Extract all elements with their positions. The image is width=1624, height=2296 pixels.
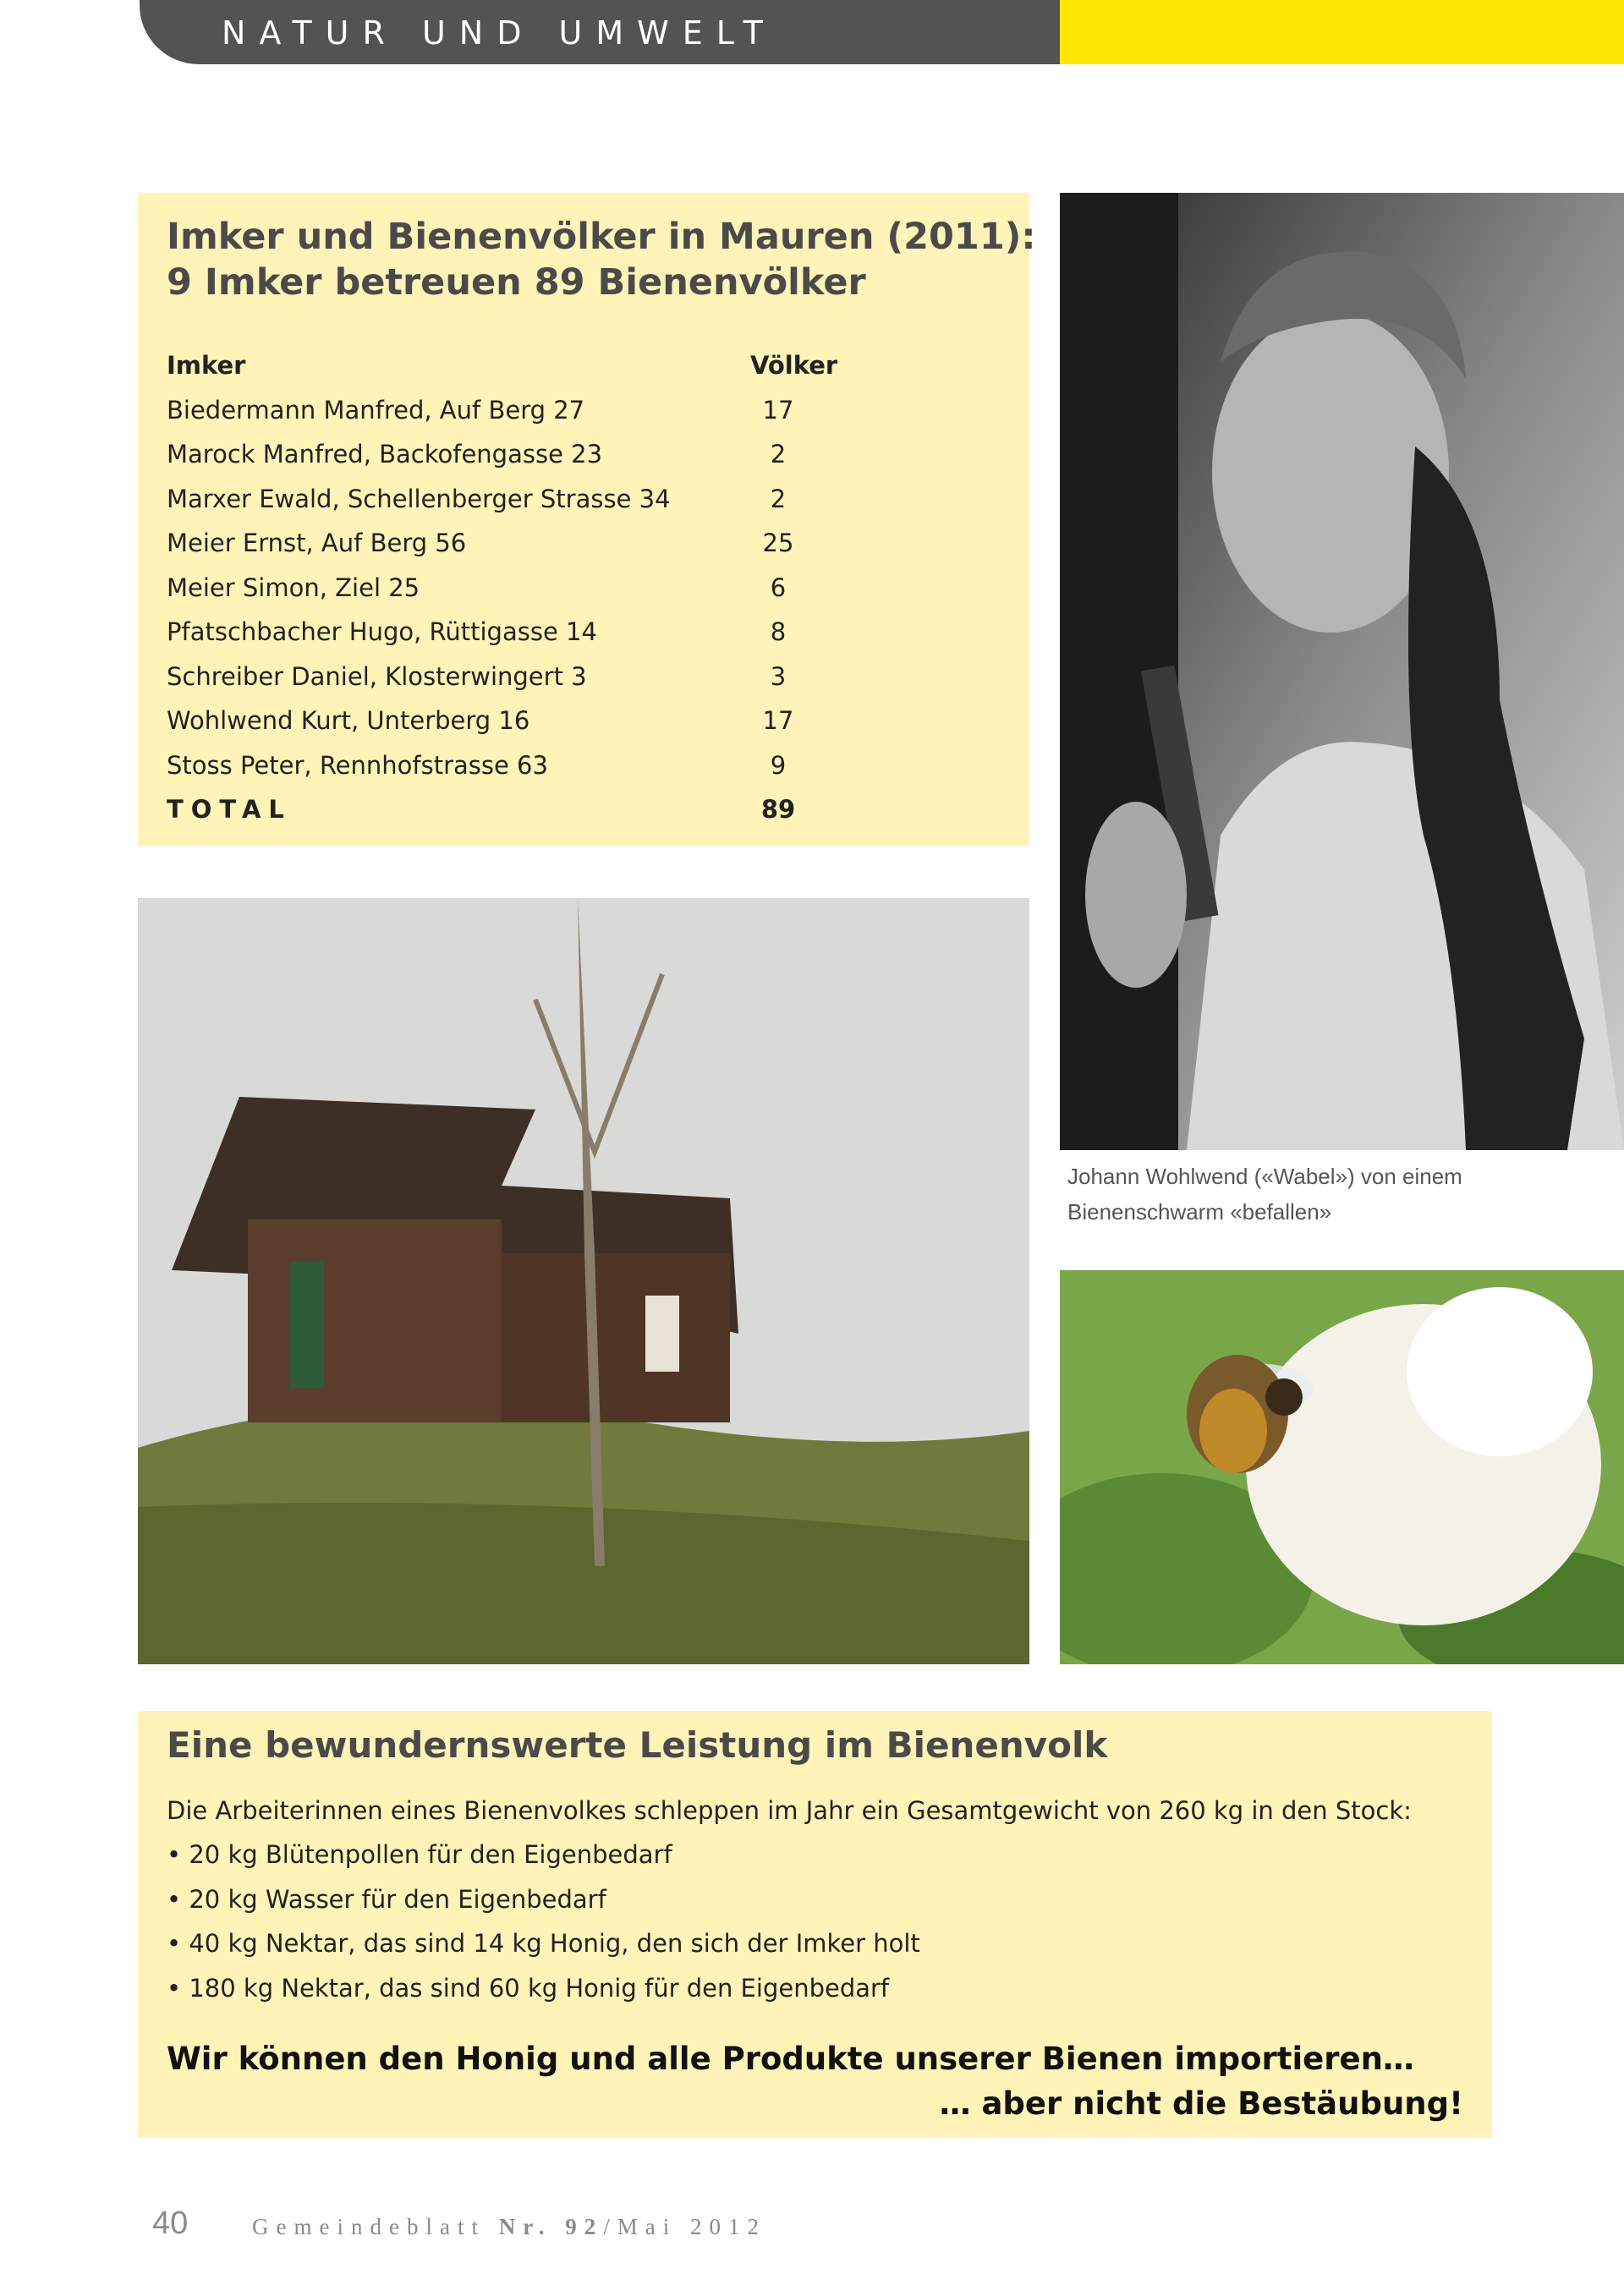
issue-prefix: Nr. bbox=[498, 2214, 552, 2239]
keeper-name: Stoss Peter, Rennhofstrasse 63 bbox=[167, 750, 548, 780]
colony-count: 17 bbox=[762, 706, 794, 735]
keeper-name: Schreiber Daniel, Klosterwingert 3 bbox=[167, 661, 587, 691]
table-title-line2: 9 Imker betreuen 89 Bienenvölker bbox=[167, 261, 866, 304]
section-title: NATUR UND UMWELT bbox=[222, 14, 776, 52]
beekeeper-swarm-photo bbox=[1060, 193, 1624, 1150]
total-value: 89 bbox=[760, 795, 796, 824]
table-row bbox=[167, 477, 894, 522]
issue-number: 92 bbox=[565, 2214, 604, 2239]
table-title bbox=[167, 214, 1036, 305]
table-total-row bbox=[167, 787, 894, 832]
keeper-name: Biedermann Manfred, Auf Berg 27 bbox=[167, 395, 585, 425]
portrait-caption-line2: Bienenschwarm «befallen» bbox=[1067, 1199, 1332, 1225]
table-row bbox=[167, 655, 894, 699]
info-box-intro: Die Arbeiterinnen eines Bienenvolkes schleppen im Jahr ein Gesamtgewicht von 260 kg in den Stock: bbox=[167, 1796, 1412, 1825]
table-row bbox=[167, 388, 894, 433]
list-item: • 20 kg Wasser für den Eigenbedarf bbox=[167, 1877, 920, 1922]
info-box-title: Eine bewundernswerte Leistung im Bienenvolk bbox=[167, 1724, 1108, 1766]
portrait-caption bbox=[1067, 1159, 1592, 1230]
column-header-keeper: Imker bbox=[167, 351, 246, 380]
list-item: • 180 kg Nektar, das sind 60 kg Honig für den Eigenbedarf bbox=[167, 1966, 920, 2011]
beekeepers-table-box bbox=[138, 193, 1036, 846]
colony-count: 25 bbox=[762, 529, 794, 557]
column-header-colonies: Völker bbox=[750, 351, 838, 380]
colony-count: 8 bbox=[770, 617, 787, 646]
list-item: • 20 kg Blütenpollen für den Eigenbedarf bbox=[167, 1833, 920, 1877]
bee-house-photo bbox=[138, 898, 1029, 1664]
colony-count: 2 bbox=[770, 484, 787, 513]
colony-count: 2 bbox=[770, 440, 787, 469]
colony-count: 3 bbox=[770, 661, 787, 691]
table-row bbox=[167, 432, 894, 477]
table-row bbox=[167, 566, 894, 611]
table-row bbox=[167, 521, 894, 566]
table-title-line1: Imker und Bienenvölker in Mauren (2011): bbox=[167, 216, 1036, 258]
slogan-line2: … aber nicht die Bestäubung! bbox=[939, 2085, 1463, 2122]
footer-publication bbox=[252, 2216, 766, 2238]
issue-date: /Mai 2012 bbox=[603, 2214, 766, 2239]
table-row bbox=[167, 610, 894, 655]
keeper-name: Meier Simon, Ziel 25 bbox=[167, 573, 420, 602]
keeper-name: Wohlwend Kurt, Unterberg 16 bbox=[167, 706, 530, 735]
info-box-list bbox=[167, 1833, 920, 2010]
keeper-name: Meier Ernst, Auf Berg 56 bbox=[167, 529, 467, 557]
colony-count: 9 bbox=[770, 750, 787, 780]
portrait-caption-line1: Johann Wohlwend («Wabel») von einem bbox=[1067, 1164, 1462, 1189]
keeper-name: Marxer Ewald, Schellenberger Strasse 34 bbox=[167, 484, 671, 513]
list-item: • 40 kg Nektar, das sind 14 kg Honig, den sich der Imker holt bbox=[167, 1921, 920, 1966]
beekeepers-table bbox=[167, 343, 894, 832]
colony-count: 6 bbox=[770, 573, 787, 602]
keeper-name: Pfatschbacher Hugo, Rüttigasse 14 bbox=[167, 617, 597, 646]
table-header-row bbox=[167, 343, 894, 388]
table-row bbox=[167, 743, 894, 788]
colony-count: 17 bbox=[762, 395, 794, 425]
page-number: 40 bbox=[152, 2206, 189, 2241]
bee-on-flower-photo bbox=[1060, 1270, 1624, 1664]
total-label: TOTAL bbox=[167, 795, 292, 824]
header-accent-bar bbox=[1060, 0, 1624, 64]
keeper-name: Marock Manfred, Backofengasse 23 bbox=[167, 440, 603, 469]
slogan-line1: Wir können den Honig und alle Produkte unserer Bienen importieren… bbox=[167, 2041, 1414, 2077]
table-row bbox=[167, 699, 894, 743]
honeybee-info-box bbox=[138, 1711, 1492, 2138]
publication-name: Gemeindeblatt bbox=[252, 2214, 486, 2239]
